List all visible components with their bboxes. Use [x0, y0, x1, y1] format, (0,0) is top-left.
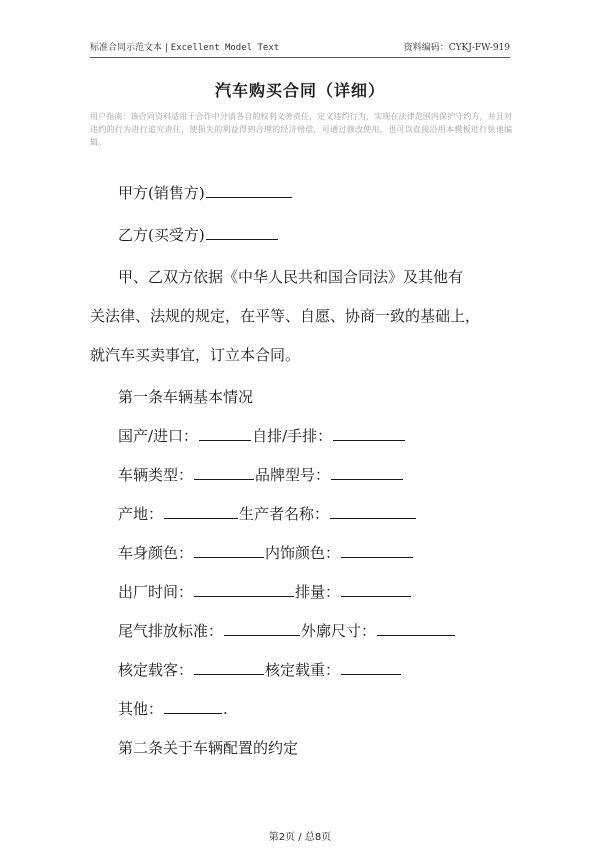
page-footer: 第2页 / 总8页 [268, 832, 332, 843]
header-doc-code: 资料编码：CYKJ-FW-919 [403, 43, 510, 53]
header-separator: | [162, 43, 171, 53]
manufacturer-label: 生产者名称： [239, 505, 330, 523]
other-label: 其他： [118, 700, 164, 718]
color-line [118, 542, 414, 563]
dimensions-blank [377, 621, 455, 636]
party-a-blank [206, 183, 292, 198]
emission-blank [224, 621, 300, 636]
header-template-en: Excellent Model Text [170, 43, 280, 53]
user-guide: 用户指南：该合同资料适用于合作中分清各自的权利义务责任，定义违约行为，实现在法律范围内保护守约方，并且对违约的行为进行追究责任，使损失的利益得到合理的经济赔偿，可通过修改使用，也可以直接沿用本模板进行快速编辑。 [90, 112, 512, 147]
production-displacement-line [118, 581, 412, 602]
origin-label: 国产/进口： [118, 427, 199, 445]
production-time-blank [194, 582, 294, 597]
body-color-label: 车身颜色： [118, 544, 194, 562]
transmission-blank [333, 426, 405, 441]
party-b-label: 乙方(买受方) [118, 226, 205, 244]
brand-model-label: 品牌型号： [255, 466, 331, 484]
page-header [90, 40, 510, 56]
displacement-label: 排量： [295, 583, 341, 601]
interior-color-label: 内饰颜色： [265, 544, 341, 562]
body-color-blank [194, 543, 264, 558]
header-template-cn: 标准合同示范文本 [90, 43, 163, 53]
header-rule [90, 57, 510, 58]
preamble-line-2: 关法律、法规的规定，在平等、自愿、协商一致的基础上， [90, 307, 481, 325]
production-time-label: 出厂时间： [118, 583, 194, 601]
preamble-line-1: 甲、乙双方依据《中华人民共和国合同法》及其他有 [118, 268, 464, 286]
party-b-blank [206, 225, 278, 240]
displacement-blank [341, 582, 411, 597]
load-blank [341, 660, 401, 675]
article-2-heading: 第二条关于车辆配置的约定 [118, 739, 299, 757]
party-b-line [118, 224, 279, 245]
place-label: 产地： [118, 505, 164, 523]
article-1-heading: 第一条车辆基本情况 [118, 388, 254, 406]
load-label: 核定载重： [265, 661, 341, 679]
transmission-label: 自排/手排： [252, 427, 333, 445]
type-brand-line [118, 464, 404, 485]
passengers-label: 核定载客： [118, 661, 194, 679]
interior-color-blank [341, 543, 413, 558]
vehicle-type-label: 车辆类型： [118, 466, 194, 484]
other-line [118, 698, 228, 719]
place-manufacturer-line [118, 503, 417, 524]
place-blank [164, 504, 238, 519]
emission-label: 尾气排放标准： [118, 622, 224, 640]
other-blank [164, 699, 222, 714]
party-a-line [118, 182, 293, 203]
passengers-load-line [118, 659, 402, 680]
vehicle-type-blank [194, 465, 254, 480]
origin-transmission-line [118, 425, 406, 446]
emission-dimensions-line [118, 620, 456, 641]
party-a-label: 甲方(销售方) [118, 184, 205, 202]
manufacturer-blank [330, 504, 416, 519]
page-title: 汽车购买合同（详细） [214, 81, 385, 100]
preamble-line-3: 就汽车买卖事宜，订立本合同。 [90, 346, 301, 364]
brand-model-blank [331, 465, 403, 480]
header-left [90, 40, 279, 56]
other-period: . [223, 700, 228, 718]
origin-blank [199, 426, 251, 441]
dimensions-label: 外廓尺寸： [301, 622, 377, 640]
passengers-blank [194, 660, 264, 675]
